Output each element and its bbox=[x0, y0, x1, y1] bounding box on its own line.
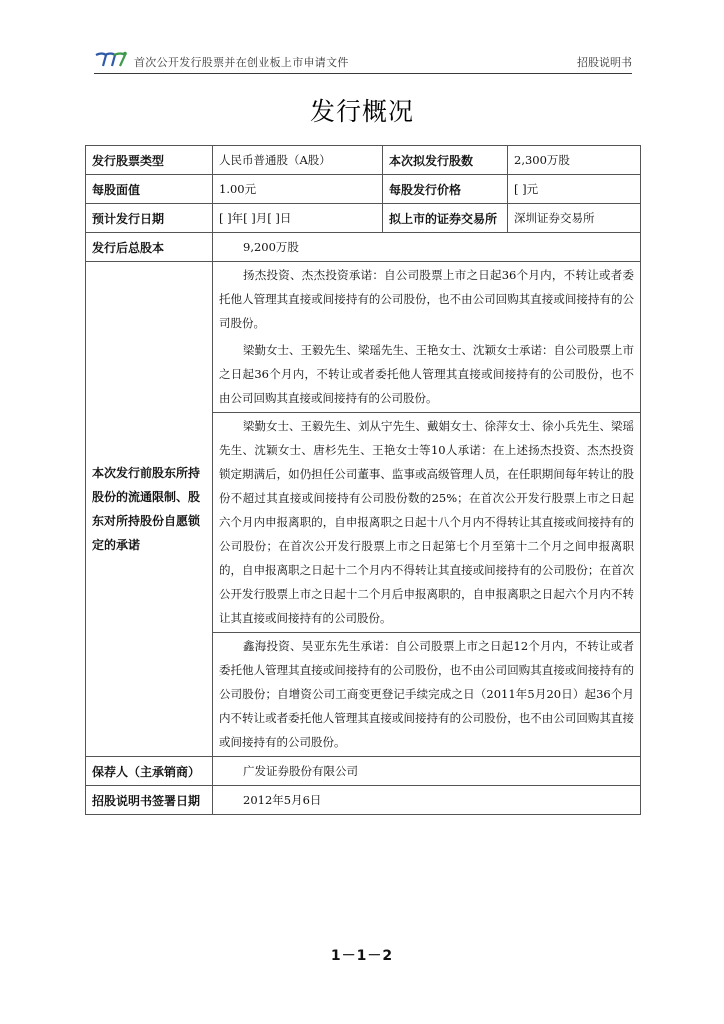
table-row bbox=[86, 146, 641, 175]
signing-date-value: 2012年5月6日 bbox=[213, 786, 641, 815]
document-title-header: 首次公开发行股票并在创业板上市申请文件 bbox=[134, 56, 349, 69]
commitment-cell-1 bbox=[213, 262, 641, 413]
sponsor-value: 广发证券股份有限公司 bbox=[213, 757, 641, 786]
stock-type-label: 发行股票类型 bbox=[86, 146, 213, 175]
exchange-value: 深圳证券交易所 bbox=[508, 204, 641, 233]
table-row bbox=[86, 233, 641, 262]
commitment-paragraph: 扬杰投资、杰杰投资承诺：自公司股票上市之日起36个月内，不转让或者委托他人管理其直接或间接持有的公司股份，也不由公司回购其直接或间接持有的公司股份。 bbox=[219, 268, 634, 330]
sponsor-label: 保荐人（主承销商） bbox=[86, 757, 213, 786]
company-logo-icon bbox=[94, 51, 128, 69]
shares-issued-value: 2,300万股 bbox=[508, 146, 641, 175]
par-value-label: 每股面值 bbox=[86, 175, 213, 204]
commitment-cell-2 bbox=[213, 413, 641, 633]
issue-date-value: [ ]年[ ]月[ ]日 bbox=[213, 204, 383, 233]
shares-issued-label: 本次拟发行股数 bbox=[383, 146, 508, 175]
header-divider bbox=[94, 73, 632, 74]
stock-type-value: 人民币普通股（A股） bbox=[213, 146, 383, 175]
table-row bbox=[86, 757, 641, 786]
table-row bbox=[86, 175, 641, 204]
commitment-paragraph: 梁勤女士、王毅先生、梁瑶先生、王艳女士、沈颖女士承诺：自公司股票上市之日起36个月内，不转让或者委托他人管理其直接或间接持有的公司股份，也不由公司回购其直接或间接持有的公司股份。 bbox=[219, 343, 634, 405]
exchange-label: 拟上市的证券交易所 bbox=[383, 204, 508, 233]
commitment-cell-3 bbox=[213, 633, 641, 757]
table-row bbox=[86, 786, 641, 815]
total-shares-value: 9,200万股 bbox=[213, 233, 641, 262]
document-type-header: 招股说明书 bbox=[577, 56, 632, 69]
issue-price-value: [ ]元 bbox=[508, 175, 641, 204]
commitment-paragraph: 梁勤女士、王毅先生、刘从宁先生、戴娟女士、徐萍女士、徐小兵先生、梁瑶先生、沈颖女士、唐杉先生、王艳女士等10人承诺：在上述扬杰投资、杰杰投资锁定期满后，如仍担任公司董事、监事或高级管理人员，在任职期间每年转让的股份不超过其直接或间接持有公司股份数的25%；在首次公开发行股票上市之日起六个月内申报离职的，自申报离职之日起十八个月内不得转让其直接或间接持有的公司股份；在首次公开发行股票上市之日起第七个月至第十二个月之间申报离职的，自申报离职之日起十二个月内不得转让其直接或间接持有的公司股份；在首次公开发行股票上市之日起十二个月后申报离职的，自申报离职之日起六个月内不转让其直接或间接持有的公司股份。 bbox=[219, 419, 634, 625]
total-shares-label: 发行后总股本 bbox=[86, 233, 213, 262]
issue-date-label: 预计发行日期 bbox=[86, 204, 213, 233]
page-title: 发行概况 bbox=[309, 97, 414, 126]
lockup-commitment-label: 本次发行前股东所持股份的流通限制、股东对所持股份自愿锁定的承诺 bbox=[86, 262, 213, 757]
table-row bbox=[86, 204, 641, 233]
par-value-value: 1.00元 bbox=[213, 175, 383, 204]
offering-overview-table bbox=[85, 145, 641, 815]
table-row bbox=[86, 262, 641, 413]
signing-date-label: 招股说明书签署日期 bbox=[86, 786, 213, 815]
page-number: 1－1－2 bbox=[330, 948, 394, 964]
commitment-paragraph: 鑫海投资、吴亚东先生承诺：自公司股票上市之日起12个月内，不转让或者委托他人管理其直接或间接持有的公司股份，也不由公司回购其直接或间接持有的公司股份；自增资公司工商变更登记手续完成之日（2011年5月20日）起36个月内不转让或者委托他人管理其直接或间接持有的公司股份，也不由公司回购其直接或间接持有的公司股份。 bbox=[219, 639, 634, 749]
page-header bbox=[94, 50, 632, 72]
issue-price-label: 每股发行价格 bbox=[383, 175, 508, 204]
